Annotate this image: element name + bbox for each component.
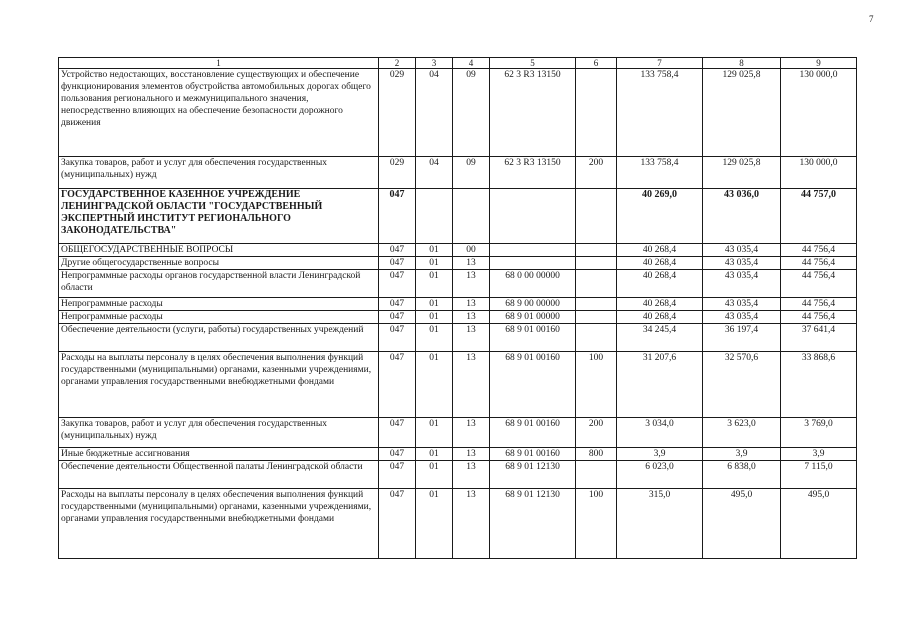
row-department-code: 047 [379, 352, 416, 418]
row-subsection: 13 [453, 489, 490, 559]
row-amount-col9: 3,9 [781, 448, 857, 461]
row-department-code: 047 [379, 270, 416, 298]
row-expense-type [576, 189, 617, 244]
row-subsection: 13 [453, 298, 490, 311]
row-department-code: 047 [379, 189, 416, 244]
row-section [416, 189, 453, 244]
row-section: 01 [416, 298, 453, 311]
row-department-code: 047 [379, 324, 416, 352]
row-amount-col8: 32 570,6 [703, 352, 781, 418]
row-amount-col9: 44 756,4 [781, 270, 857, 298]
row-amount-col7: 40 268,4 [617, 298, 703, 311]
row-amount-col8: 129 025,8 [703, 69, 781, 157]
row-section: 01 [416, 270, 453, 298]
row-name: Расходы на выплаты персоналу в целях обеспечения выполнения функций государственными (муниципальными) органами, казенными учреждениями, органами управления государственными внебюджетными фондами [59, 352, 379, 418]
row-section: 01 [416, 461, 453, 489]
row-amount-col9: 7 115,0 [781, 461, 857, 489]
row-amount-col9: 3 769,0 [781, 418, 857, 448]
column-number: 6 [576, 58, 617, 69]
row-expense-type: 100 [576, 489, 617, 559]
row-department-code: 047 [379, 461, 416, 489]
column-number: 4 [453, 58, 490, 69]
row-subsection: 13 [453, 448, 490, 461]
row-department-code: 029 [379, 157, 416, 189]
row-amount-col7: 34 245,4 [617, 324, 703, 352]
page-number: 7 [869, 14, 874, 24]
column-number: 5 [490, 58, 576, 69]
row-subsection [453, 189, 490, 244]
row-target-article: 68 9 01 00160 [490, 448, 576, 461]
column-number: 1 [59, 58, 379, 69]
row-amount-col7: 31 207,6 [617, 352, 703, 418]
table-row [59, 489, 857, 559]
row-amount-col9: 44 756,4 [781, 244, 857, 257]
row-amount-col9: 130 000,0 [781, 157, 857, 189]
row-target-article [490, 244, 576, 257]
table-row [59, 270, 857, 298]
row-name: Устройство недостающих, восстановление существующих и обеспечение функционирования элементов обустройства автомобильных дорогах общего пользования регионального и межмуниципального значения, непосредственно влияющих на обеспечение безопасности дорожного движения [59, 69, 379, 157]
table-row [59, 157, 857, 189]
row-amount-col8: 36 197,4 [703, 324, 781, 352]
row-name: Другие общегосударственные вопросы [59, 257, 379, 270]
row-section: 01 [416, 311, 453, 324]
table-row [59, 311, 857, 324]
row-expense-type [576, 257, 617, 270]
table-row [59, 448, 857, 461]
row-section: 01 [416, 418, 453, 448]
row-amount-col9: 44 756,4 [781, 298, 857, 311]
row-subsection: 13 [453, 257, 490, 270]
row-department-code: 047 [379, 257, 416, 270]
row-subsection: 09 [453, 69, 490, 157]
row-name: Непрограммные расходы [59, 298, 379, 311]
column-number: 2 [379, 58, 416, 69]
column-number-row [59, 58, 857, 69]
row-amount-col7: 40 268,4 [617, 270, 703, 298]
row-department-code: 047 [379, 489, 416, 559]
row-amount-col8: 43 035,4 [703, 298, 781, 311]
row-section: 01 [416, 244, 453, 257]
row-amount-col9: 37 641,4 [781, 324, 857, 352]
row-amount-col9: 130 000,0 [781, 69, 857, 157]
column-number: 7 [617, 58, 703, 69]
row-amount-col8: 43 035,4 [703, 270, 781, 298]
table-row [59, 69, 857, 157]
row-name: Расходы на выплаты персоналу в целях обеспечения выполнения функций государственными (муниципальными) органами, казенными учреждениями, органами управления государственными внебюджетными фондами [59, 489, 379, 559]
row-section: 01 [416, 257, 453, 270]
row-target-article: 68 0 00 00000 [490, 270, 576, 298]
row-amount-col7: 6 023,0 [617, 461, 703, 489]
table-row [59, 461, 857, 489]
row-section: 01 [416, 352, 453, 418]
row-name: Иные бюджетные ассигнования [59, 448, 379, 461]
row-name: Закупка товаров, работ и услуг для обеспечения государственных (муниципальных) нужд [59, 157, 379, 189]
row-target-article: 68 9 01 12130 [490, 461, 576, 489]
row-department-code: 047 [379, 298, 416, 311]
row-amount-col9: 33 868,6 [781, 352, 857, 418]
row-department-code: 047 [379, 311, 416, 324]
row-name: Обеспечение деятельности Общественной палаты Ленинградской области [59, 461, 379, 489]
row-amount-col7: 40 268,4 [617, 244, 703, 257]
row-name: Непрограммные расходы органов государственной власти Ленинградской области [59, 270, 379, 298]
row-amount-col8: 43 035,4 [703, 257, 781, 270]
row-amount-col9: 495,0 [781, 489, 857, 559]
column-number: 3 [416, 58, 453, 69]
row-amount-col7: 133 758,4 [617, 157, 703, 189]
row-target-article [490, 189, 576, 244]
table-row [59, 352, 857, 418]
row-amount-col8: 6 838,0 [703, 461, 781, 489]
column-number: 9 [781, 58, 857, 69]
row-amount-col9: 44 756,4 [781, 257, 857, 270]
table-row [59, 257, 857, 270]
row-section: 04 [416, 157, 453, 189]
row-amount-col7: 40 269,0 [617, 189, 703, 244]
row-amount-col8: 3 623,0 [703, 418, 781, 448]
table-row [59, 189, 857, 244]
budget-table [58, 57, 857, 559]
row-subsection: 13 [453, 418, 490, 448]
row-amount-col8: 129 025,8 [703, 157, 781, 189]
row-amount-col9: 44 756,4 [781, 311, 857, 324]
row-amount-col7: 40 268,4 [617, 257, 703, 270]
column-number: 8 [703, 58, 781, 69]
row-expense-type: 200 [576, 157, 617, 189]
row-target-article: 68 9 01 00160 [490, 324, 576, 352]
row-amount-col7: 3,9 [617, 448, 703, 461]
row-subsection: 13 [453, 324, 490, 352]
row-section: 01 [416, 448, 453, 461]
row-department-code: 047 [379, 418, 416, 448]
table-row [59, 418, 857, 448]
row-amount-col8: 3,9 [703, 448, 781, 461]
row-section: 01 [416, 324, 453, 352]
row-name: Обеспечение деятельности (услуги, работы) государственных учреждений [59, 324, 379, 352]
row-department-code: 047 [379, 448, 416, 461]
row-subsection: 13 [453, 461, 490, 489]
row-subsection: 09 [453, 157, 490, 189]
row-expense-type [576, 69, 617, 157]
row-amount-col8: 43 035,4 [703, 244, 781, 257]
row-amount-col8: 43 035,4 [703, 311, 781, 324]
row-name: ОБЩЕГОСУДАРСТВЕННЫЕ ВОПРОСЫ [59, 244, 379, 257]
row-amount-col8: 495,0 [703, 489, 781, 559]
row-expense-type [576, 270, 617, 298]
table-row [59, 324, 857, 352]
row-subsection: 00 [453, 244, 490, 257]
row-subsection: 13 [453, 352, 490, 418]
row-target-article: 62 3 R3 13150 [490, 69, 576, 157]
row-expense-type [576, 298, 617, 311]
row-target-article: 68 9 01 00160 [490, 352, 576, 418]
row-amount-col7: 40 268,4 [617, 311, 703, 324]
row-target-article: 68 9 01 12130 [490, 489, 576, 559]
row-amount-col8: 43 036,0 [703, 189, 781, 244]
row-target-article: 62 3 R3 13150 [490, 157, 576, 189]
row-expense-type: 100 [576, 352, 617, 418]
row-target-article [490, 257, 576, 270]
row-expense-type [576, 311, 617, 324]
row-expense-type [576, 324, 617, 352]
table-row [59, 244, 857, 257]
row-name: ГОСУДАРСТВЕННОЕ КАЗЕННОЕ УЧРЕЖДЕНИЕ ЛЕНИНГРАДСКОЙ ОБЛАСТИ "ГОСУДАРСТВЕННЫЙ ЭКСПЕРТНЫЙ ИНСТИТУТ РЕГИОНАЛЬНОГО ЗАКОНОДАТЕЛЬСТВА" [59, 189, 379, 244]
row-department-code: 029 [379, 69, 416, 157]
row-expense-type [576, 244, 617, 257]
row-name: Непрограммные расходы [59, 311, 379, 324]
row-amount-col7: 133 758,4 [617, 69, 703, 157]
row-subsection: 13 [453, 270, 490, 298]
row-section: 01 [416, 489, 453, 559]
row-amount-col7: 315,0 [617, 489, 703, 559]
row-expense-type: 800 [576, 448, 617, 461]
row-name: Закупка товаров, работ и услуг для обеспечения государственных (муниципальных) нужд [59, 418, 379, 448]
row-section: 04 [416, 69, 453, 157]
row-department-code: 047 [379, 244, 416, 257]
row-expense-type: 200 [576, 418, 617, 448]
row-amount-col7: 3 034,0 [617, 418, 703, 448]
row-target-article: 68 9 01 00160 [490, 418, 576, 448]
table-row [59, 298, 857, 311]
row-expense-type [576, 461, 617, 489]
row-target-article: 68 9 00 00000 [490, 298, 576, 311]
row-target-article: 68 9 01 00000 [490, 311, 576, 324]
row-subsection: 13 [453, 311, 490, 324]
row-amount-col9: 44 757,0 [781, 189, 857, 244]
